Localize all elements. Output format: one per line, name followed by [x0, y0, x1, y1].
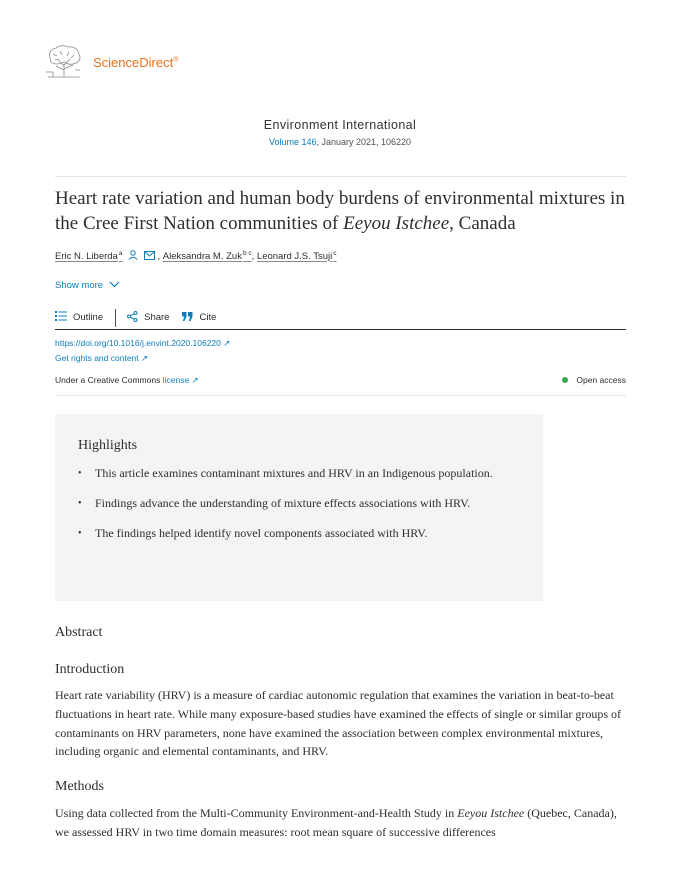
- chevron-down-icon: [109, 280, 120, 291]
- author-name: Aleksandra M. Zuk: [162, 251, 242, 263]
- methods-paragraph: [55, 804, 630, 842]
- quote-icon: [182, 312, 193, 324]
- list-item: • The findings helped identify novel components associated with HRV.: [78, 524, 518, 543]
- show-more-button[interactable]: [55, 280, 120, 291]
- abstract-heading: Abstract: [55, 625, 103, 640]
- person-icon[interactable]: [128, 250, 138, 263]
- volume-link[interactable]: Volume 146: [268, 137, 317, 147]
- license-info: [55, 375, 199, 386]
- doi-text: https://doi.org/10.1016/j.envint.2020.106220: [55, 338, 221, 348]
- author-link[interactable]: [163, 250, 252, 262]
- article-title: [55, 187, 635, 236]
- rights-link[interactable]: [55, 353, 148, 364]
- introduction-paragraph: Heart rate variability (HRV) is a measure of cardiac autonomic regulation that examines the variation in beat-to-beat fluctuations in heart rate. While many exposure-based studies have examined the effects of single or similar groups of contaminants on HRV parameters, none have examined the association between complex environmental mixtures, including organic and elemental contaminants, and HRV.: [55, 688, 622, 759]
- license-link[interactable]: license: [162, 375, 190, 385]
- external-link-icon: ↗: [141, 353, 149, 363]
- methods-heading: Methods: [55, 779, 104, 794]
- cite-label: Cite: [199, 312, 217, 323]
- elsevier-logo[interactable]: [44, 44, 84, 78]
- title-part2: , Canada: [449, 212, 516, 234]
- author-affiliation: a: [118, 250, 123, 258]
- license-prefix: Under a Creative Commons: [55, 375, 163, 385]
- issue-details: , January 2021, 106220: [316, 137, 412, 147]
- mail-icon[interactable]: [144, 251, 155, 263]
- list-item: • This article examines contaminant mixtures and HRV in an Indigenous population.: [78, 464, 518, 483]
- author-link[interactable]: [55, 250, 122, 262]
- share-label: Share: [144, 312, 170, 323]
- toolbar-divider: [115, 309, 116, 327]
- author-separator: ,: [251, 251, 257, 262]
- outline-label: Outline: [73, 312, 104, 323]
- author-link[interactable]: [257, 250, 337, 262]
- issue-info: [0, 137, 680, 147]
- title-italic: Eeyou Istchee: [343, 212, 450, 234]
- methods-italic: Eeyou Istchee: [457, 806, 525, 820]
- brand-mark: ®: [173, 56, 179, 64]
- meta-divider: [55, 395, 626, 396]
- title-part1: Heart rate variation and human body burdens of environmental mixtures in the Cree First Nation communities of: [55, 188, 625, 234]
- author-name: Eric N. Liberda: [55, 251, 118, 263]
- header-divider: [55, 176, 626, 177]
- highlights-list: [78, 464, 518, 554]
- author-separator: ,: [157, 251, 163, 262]
- open-access-dot-icon: [562, 377, 568, 383]
- share-icon: [127, 311, 138, 325]
- author-name: Leonard J.S. Tsuji: [256, 251, 333, 263]
- open-access-badge: [562, 375, 626, 385]
- author-list: [55, 250, 337, 263]
- highlights-title: Highlights: [78, 438, 138, 453]
- article-toolbar: [55, 306, 626, 330]
- author-affiliation: c: [333, 250, 337, 258]
- cite-button[interactable]: [182, 309, 216, 327]
- sciencedirect-brand[interactable]: [93, 55, 178, 70]
- share-button[interactable]: [127, 309, 169, 327]
- brand-name: ScienceDirect: [93, 55, 174, 70]
- journal-name[interactable]: Environment International: [263, 118, 417, 132]
- methods-text-start: Using data collected from the Multi-Community Environment-and-Health Study in: [55, 806, 458, 820]
- external-link-icon: ↗: [189, 375, 199, 385]
- doi-link[interactable]: [55, 338, 230, 349]
- open-access-label: Open access: [576, 375, 626, 385]
- rights-text: Get rights and content: [55, 353, 139, 363]
- list-icon: [55, 311, 67, 324]
- author-affiliation: b c: [242, 250, 252, 258]
- external-link-icon: ↗: [223, 338, 231, 348]
- list-item: • Findings advance the understanding of mixture effects associations with HRV.: [78, 494, 518, 513]
- show-more-label: Show more: [55, 280, 104, 291]
- introduction-heading: Introduction: [55, 662, 125, 677]
- highlights-box: [55, 414, 543, 601]
- methods-text-end: (Quebec, Canada), we assessed HRV in two time domain measures: root mean square of successive differences: [55, 806, 617, 839]
- outline-button[interactable]: [55, 309, 103, 327]
